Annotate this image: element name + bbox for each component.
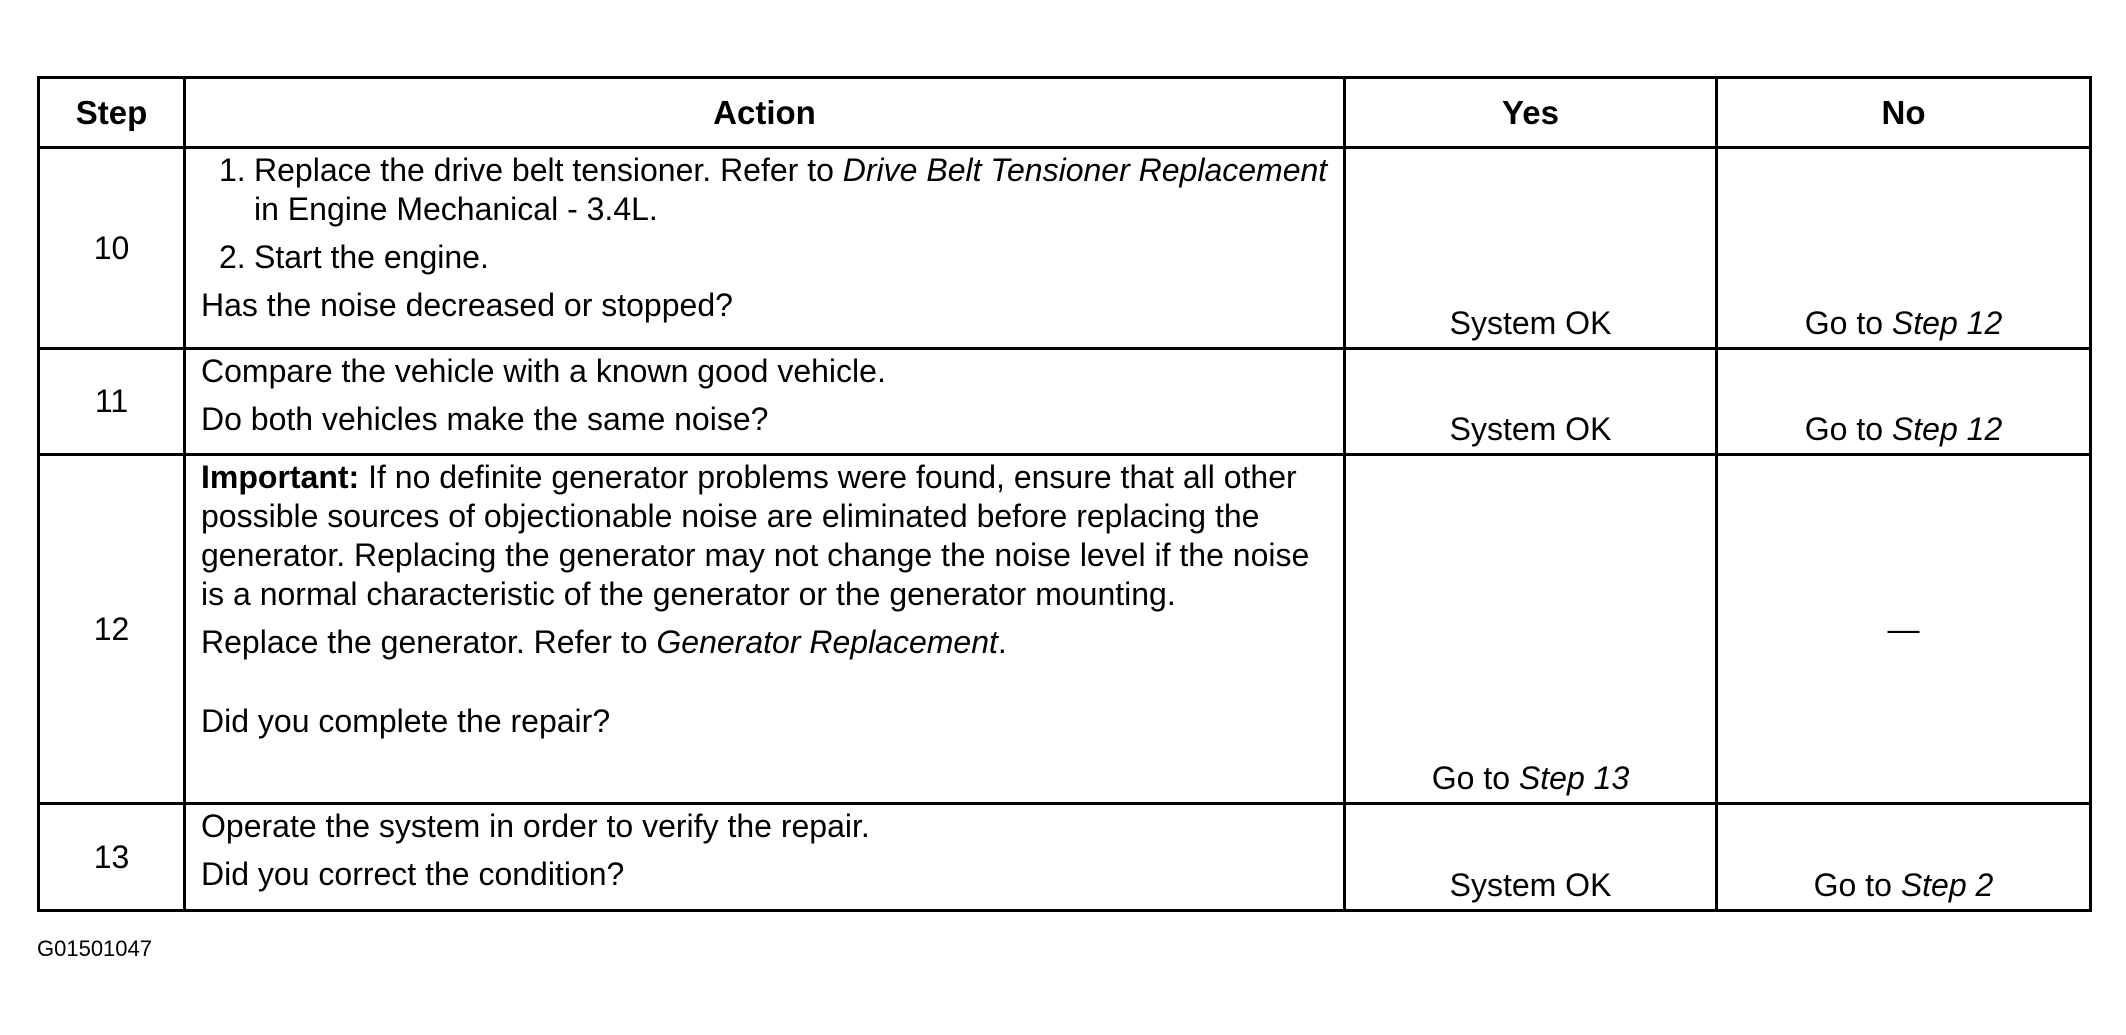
step-13-no: Go to Step 2 bbox=[1717, 804, 2091, 911]
step-11-action bbox=[185, 349, 1345, 455]
step-2-link[interactable]: Step 2 bbox=[1900, 867, 1994, 903]
important-label: Important: bbox=[201, 459, 360, 495]
step-13-yes: System OK bbox=[1345, 804, 1717, 911]
header-action: Action bbox=[185, 78, 1345, 148]
important-note: Important: If no definite generator problems were found, ensure that all other possible sources of objectionable noise are eliminated before replacing the generator. Replacing the generator may not change the noise level if the noise is a normal characteristic of the generator or the generator mounting. bbox=[201, 459, 1310, 612]
step-11-yes: System OK bbox=[1345, 349, 1717, 455]
step-12-action bbox=[185, 455, 1345, 804]
step-12-number: 12 bbox=[39, 455, 185, 804]
step-11-instruction: Compare the vehicle with a known good vehicle. bbox=[201, 353, 886, 389]
step-10-item-2: 2. Start the engine. bbox=[219, 239, 489, 275]
step-13-row bbox=[39, 804, 2091, 911]
step-13-instruction: Operate the system in order to verify the repair. bbox=[201, 808, 870, 844]
step-10-yes: System OK bbox=[1345, 148, 1717, 349]
step-13-number: 13 bbox=[39, 804, 185, 911]
step-11-no: Go to Step 12 bbox=[1717, 349, 2091, 455]
step-10-action bbox=[185, 148, 1345, 349]
step-12-yes: Go to Step 13 bbox=[1345, 455, 1717, 804]
generator-replacement-link[interactable]: Generator Replacement bbox=[656, 624, 998, 660]
step-12-no: — bbox=[1717, 455, 2091, 804]
header-yes: Yes bbox=[1345, 78, 1717, 148]
step-11-row bbox=[39, 349, 2091, 455]
step-10-question: Has the noise decreased or stopped? bbox=[201, 287, 733, 323]
header-row bbox=[39, 78, 2091, 148]
step-13-link[interactable]: Step 13 bbox=[1518, 760, 1630, 796]
header-no: No bbox=[1717, 78, 2091, 148]
step-12-link[interactable]: Step 12 bbox=[1891, 305, 2003, 341]
step-12-question: Did you complete the repair? bbox=[201, 703, 611, 739]
step-13-action bbox=[185, 804, 1345, 911]
diagnostic-table bbox=[37, 76, 2092, 912]
header-step: Step bbox=[39, 78, 185, 148]
step-10-no: Go to Step 12 bbox=[1717, 148, 2091, 349]
drive-belt-tensioner-replacement-link[interactable]: Drive Belt Tensioner Replacement bbox=[842, 152, 1328, 188]
step-10-row bbox=[39, 148, 2091, 349]
step-11-number: 11 bbox=[39, 349, 185, 455]
step-12-instruction: Replace the generator. Refer to Generator Replacement. bbox=[201, 624, 1007, 660]
step-12-link[interactable]: Step 12 bbox=[1891, 411, 2003, 447]
step-11-question: Do both vehicles make the same noise? bbox=[201, 401, 769, 437]
step-12-row bbox=[39, 455, 2091, 804]
step-13-question: Did you correct the condition? bbox=[201, 856, 625, 892]
figure-code: G01501047 bbox=[37, 936, 152, 961]
step-10-number: 10 bbox=[39, 148, 185, 349]
step-10-item-1: 1. Replace the drive belt tensioner. Refer to Drive Belt Tensioner Replacement in Engine Mechanical - 3.4L. bbox=[219, 152, 1328, 227]
